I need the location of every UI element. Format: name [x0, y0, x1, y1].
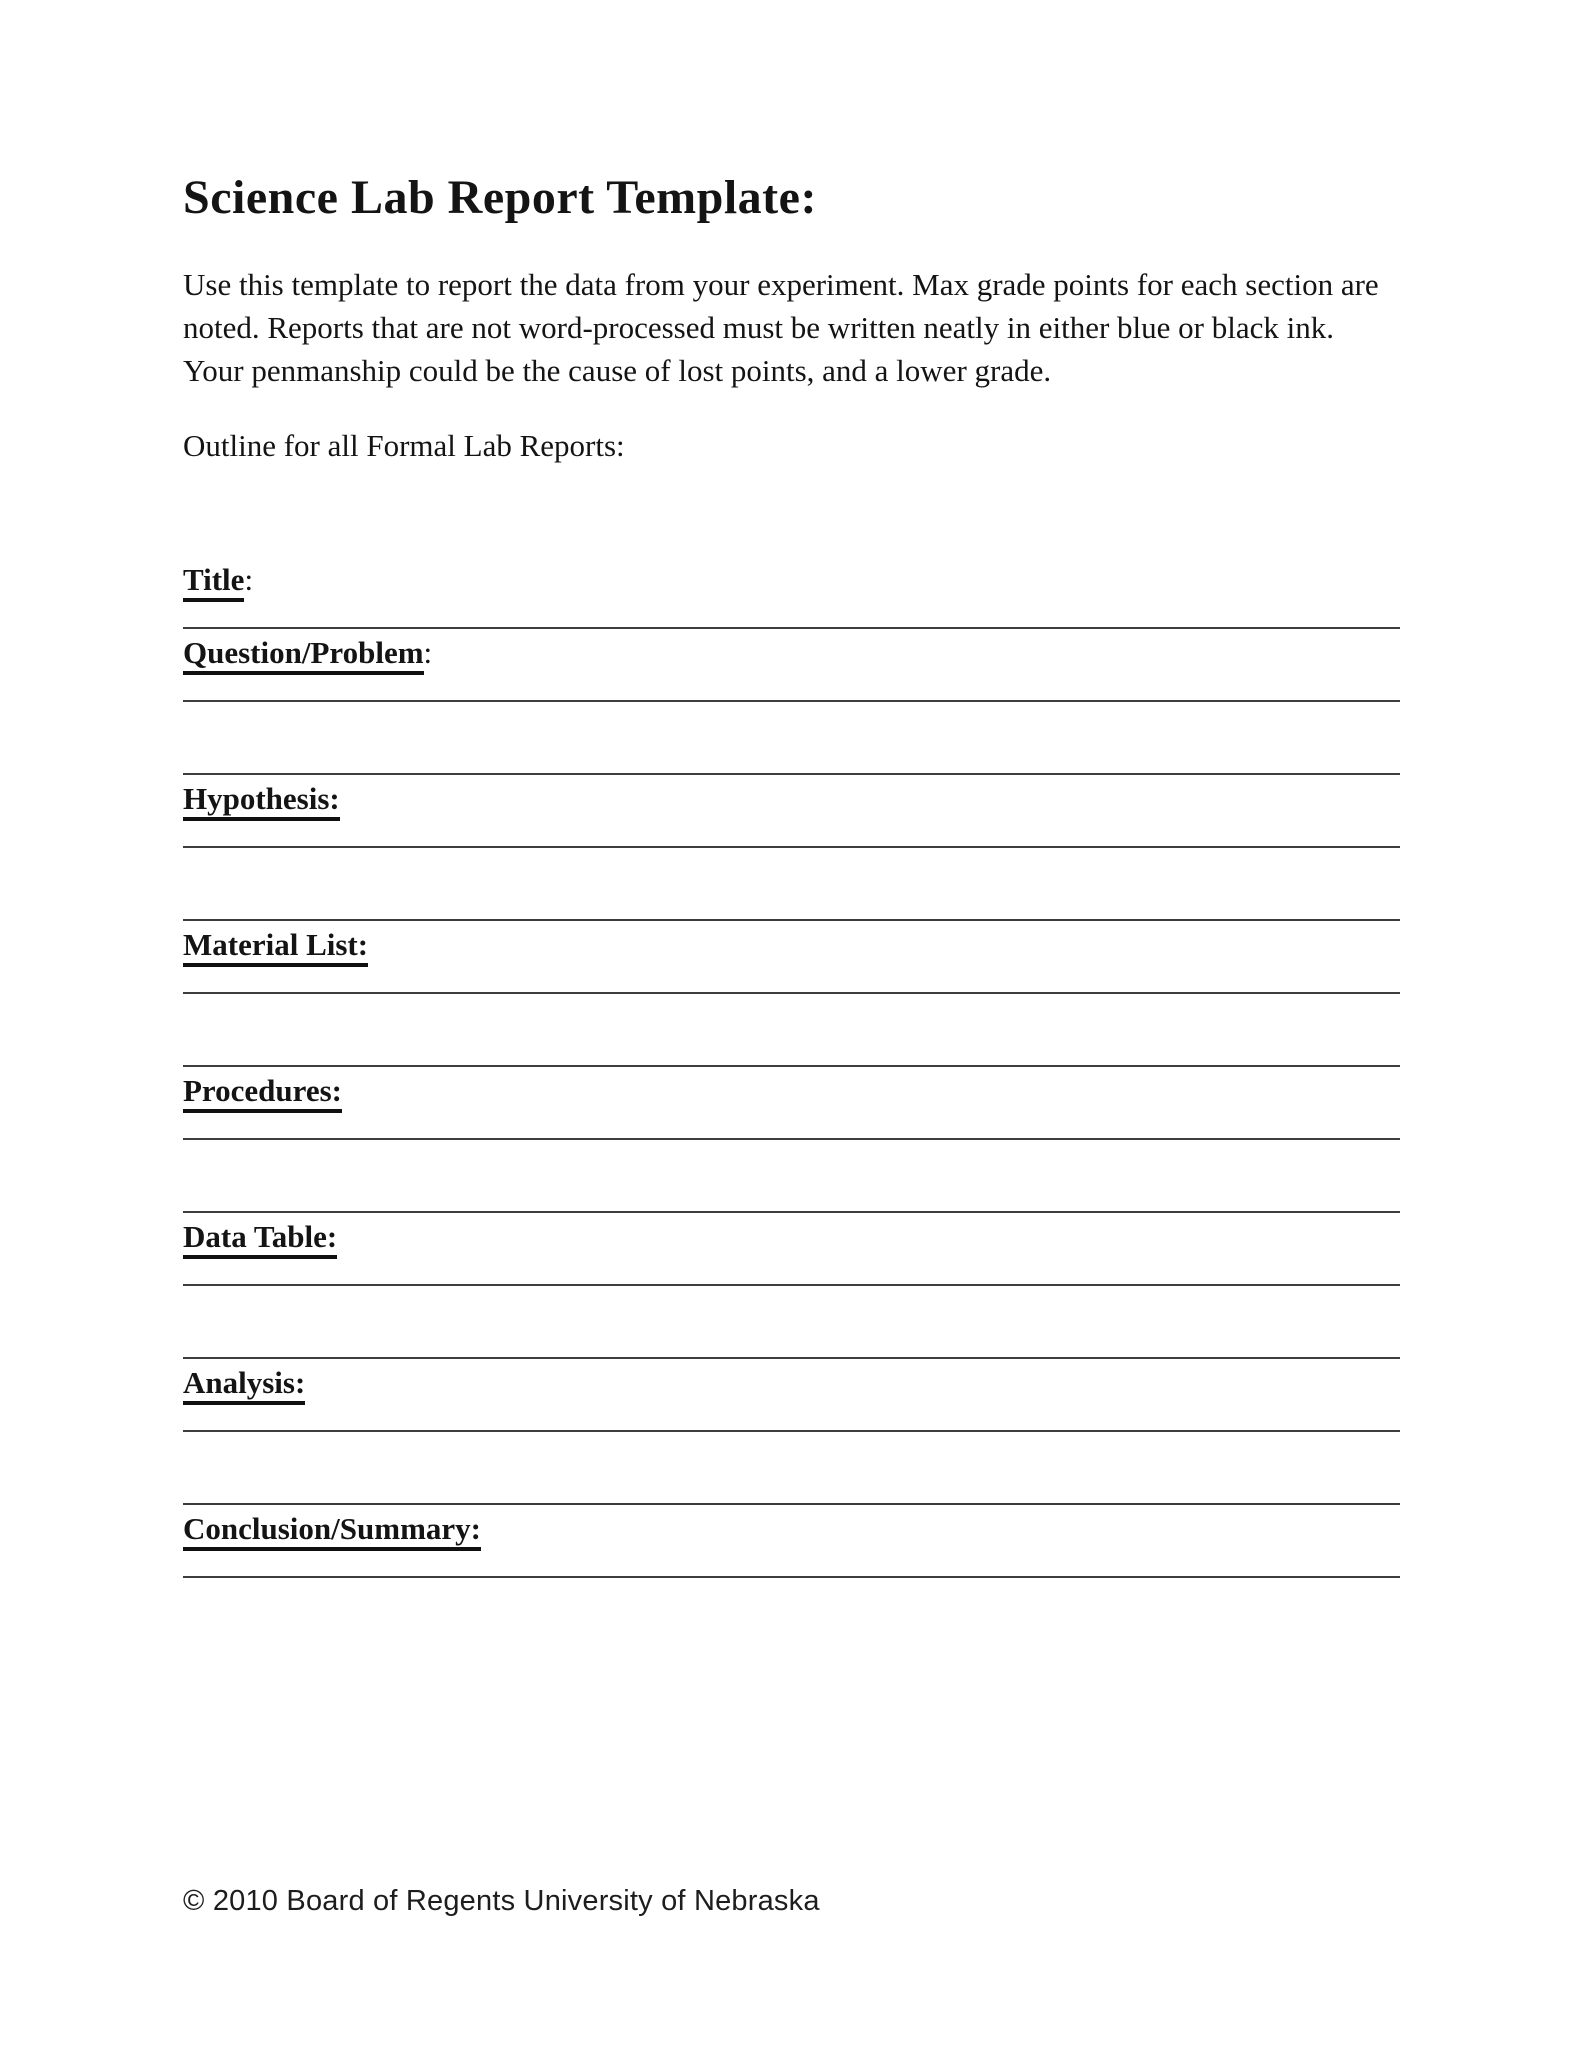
section-heading-hypothesis: [183, 779, 1400, 819]
ruled-line: [183, 627, 1400, 629]
section-label: Question/Problem: [183, 635, 424, 675]
section-heading-material-list: [183, 925, 1400, 965]
outline-label: Outline for all Formal Lab Reports:: [183, 428, 625, 464]
section-colon: :: [423, 635, 433, 671]
ruled-line: [183, 1065, 1400, 1067]
ruled-line: [183, 1138, 1400, 1140]
section-label: Conclusion/Summary:: [183, 1511, 481, 1551]
section-heading-question-problem: [183, 633, 1400, 673]
ruled-line: [183, 1284, 1400, 1286]
intro-paragraph: Use this template to report the data from your experiment. Max grade points for each section are noted. Reports that are not word-processed must be written neatly in either blue or black ink. Your penmanship could be the cause of lost points, and a lower grade.: [183, 267, 1379, 389]
ruled-line: [183, 773, 1400, 775]
sections-list: [183, 560, 1400, 1578]
section-label: Procedures:: [183, 1073, 342, 1113]
ruled-line: [183, 1576, 1400, 1578]
section-label: Analysis:: [183, 1365, 305, 1405]
section-label: Material List:: [183, 927, 368, 967]
ruled-line: [183, 846, 1400, 848]
ruled-line: [183, 1503, 1400, 1505]
section-label: Title: [183, 562, 244, 602]
ruled-line: [183, 1211, 1400, 1213]
ruled-line: [183, 919, 1400, 921]
ruled-line: [183, 992, 1400, 994]
ruled-line: [183, 1357, 1400, 1359]
page-title: Science Lab Report Template:: [183, 171, 817, 224]
section-heading-conclusion-summary: [183, 1509, 1400, 1549]
ruled-line: [183, 700, 1400, 702]
document-content: [183, 0, 1400, 1578]
section-label: Hypothesis:: [183, 781, 340, 821]
section-label: Data Table:: [183, 1219, 337, 1259]
section-heading-title: [183, 560, 1400, 600]
ruled-line: [183, 1430, 1400, 1432]
section-colon: :: [244, 562, 254, 598]
copyright-footer: © 2010 Board of Regents University of Nebraska: [183, 1885, 820, 1917]
section-heading-procedures: [183, 1071, 1400, 1111]
section-heading-analysis: [183, 1363, 1400, 1403]
section-heading-data-table: [183, 1217, 1400, 1257]
